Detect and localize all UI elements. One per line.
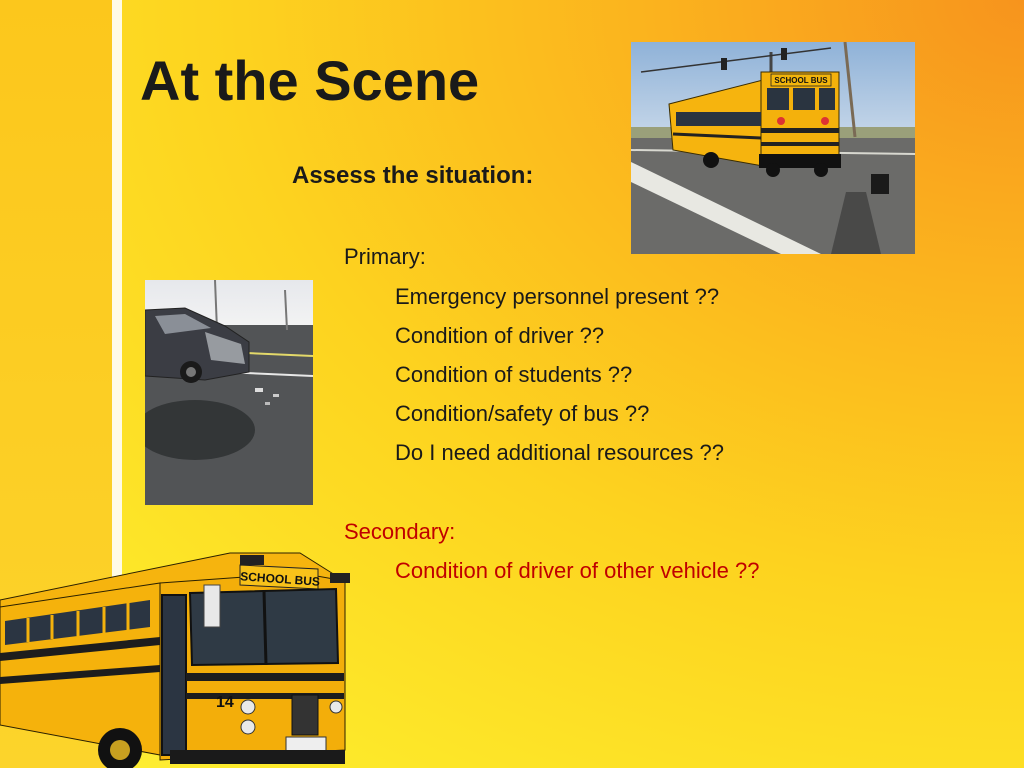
bus-illustration-number: 14 [216, 694, 234, 711]
secondary-heading: Secondary: [344, 519, 456, 544]
crashed-car-photo [145, 280, 313, 505]
slide-title: At the Scene [140, 49, 480, 112]
bus-illustration-sign: SCHOOL BUS [239, 569, 321, 589]
primary-item: Condition of students ?? [395, 362, 633, 387]
primary-item: Condition/safety of bus ?? [395, 401, 650, 426]
primary-heading: Primary: [344, 244, 426, 269]
bus-photo-sign: SCHOOL BUS [774, 76, 828, 85]
bus-road-photo [631, 42, 915, 254]
primary-item: Emergency personnel present ?? [395, 284, 720, 309]
primary-item: Do I need additional resources ?? [395, 440, 724, 465]
primary-item: Condition of driver ?? [395, 323, 605, 348]
school-bus-illustration [0, 545, 360, 768]
slide-subtitle: Assess the situation: [292, 162, 534, 189]
secondary-item: Condition of driver of other vehicle ?? [395, 558, 760, 583]
